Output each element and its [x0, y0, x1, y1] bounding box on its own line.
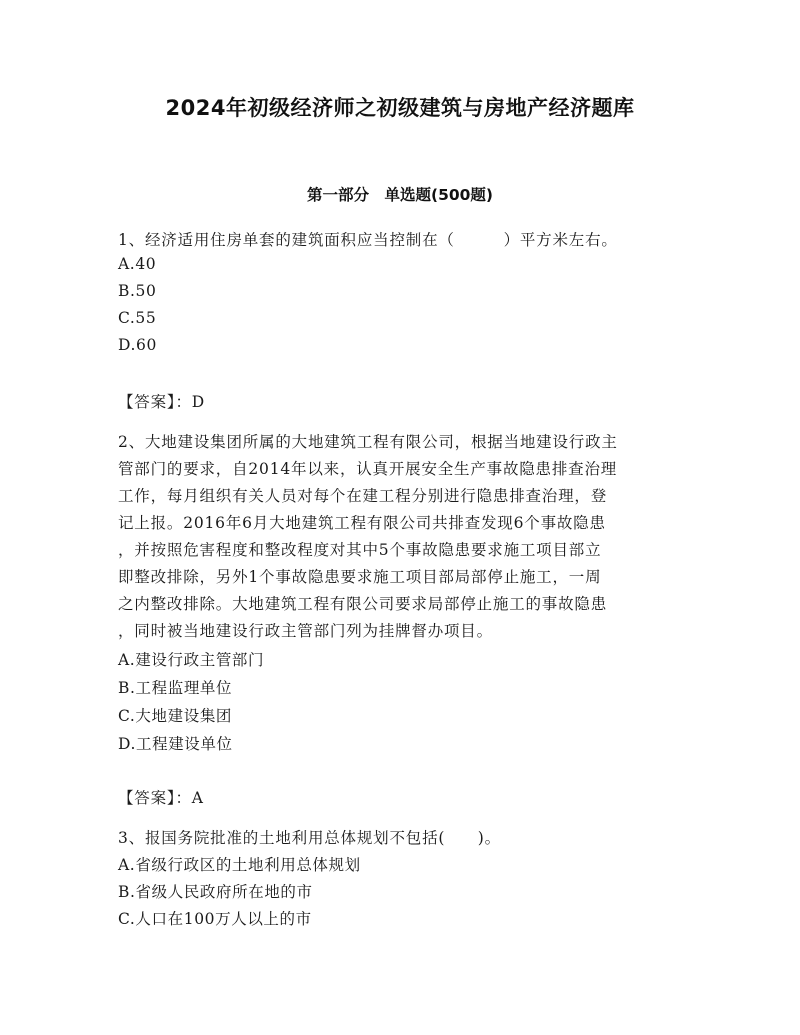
question-2-stem-line-1: 2、大地建设集团所属的大地建筑工程有限公司，根据当地建设行政主	[118, 433, 618, 451]
question-2-option-d: D.工程建设单位	[118, 735, 233, 753]
question-2-stem-line-8: ，同时被当地建设行政主管部门列为挂牌督办项目。	[118, 622, 493, 640]
question-1-answer: 【答案】：D	[118, 393, 205, 411]
document-title: 2024年初级经济师之初级建筑与房地产经济题库	[165, 96, 635, 120]
question-2-stem-line-4: 记上报。2016年6月大地建筑工程有限公司共排查发现6个事故隐患	[118, 514, 606, 532]
question-1-option-d: D.60	[118, 336, 157, 354]
question-2-option-b: B.工程监理单位	[118, 679, 233, 697]
question-1-stem: 1、经济适用住房单套的建筑面积应当控制在（ ）平方米左右。	[118, 231, 618, 249]
question-3-option-c: C.人口在100万人以上的市	[118, 910, 312, 928]
question-3-option-a: A.省级行政区的土地利用总体规划	[118, 856, 361, 874]
question-2-stem-line-6: 即整改排除，另外1个事故隐患要求施工项目部局部停止施工，一周	[118, 568, 602, 586]
question-1-option-c: C.55	[118, 309, 157, 327]
question-1-option-b: B.50	[118, 282, 157, 300]
question-2-option-a: A.建设行政主管部门	[118, 651, 265, 669]
question-1-option-a: A.40	[118, 255, 157, 273]
question-2-option-c: C.大地建设集团	[118, 707, 233, 725]
question-3-option-b: B.省级人民政府所在地的市	[118, 883, 313, 901]
question-2-stem-line-2: 管部门的要求，自2014年以来，认真开展安全生产事故隐患排查治理	[118, 460, 618, 478]
section-heading: 第一部分 单选题(500题)	[306, 186, 494, 204]
question-2-stem-line-7: 之内整改排除。大地建筑工程有限公司要求局部停止施工的事故隐患	[118, 595, 608, 613]
question-3-stem: 3、报国务院批准的土地利用总体规划不包括( )。	[118, 829, 501, 847]
question-2-stem-line-3: 工作，每月组织有关人员对每个在建工程分别进行隐患排查治理，登	[118, 487, 608, 505]
question-2-answer: 【答案】：A	[118, 789, 204, 807]
question-2-stem-line-5: ，并按照危害程度和整改程度对其中5个事故隐患要求施工项目部立	[118, 541, 602, 559]
